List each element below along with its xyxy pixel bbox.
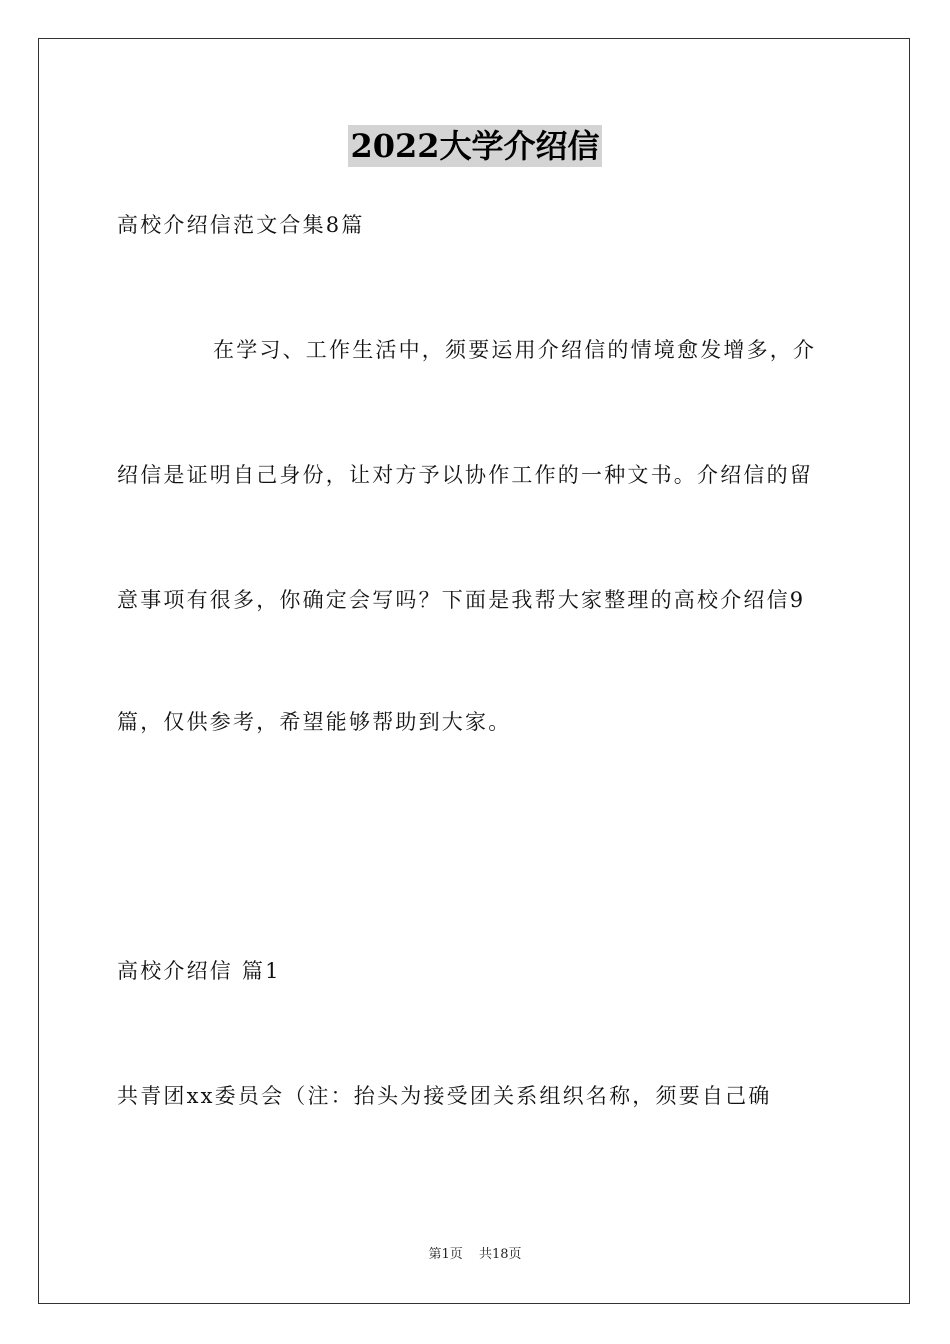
page-number: 第1页: [428, 1247, 463, 1262]
paragraph-line-4: 篇，仅供参考，希望能够帮助到大家。: [117, 710, 512, 734]
paragraph-line-1: 在学习、工作生活中，须要运用介绍信的情境愈发增多，介: [213, 338, 817, 362]
paragraph-line-3: 意事项有很多，你确定会写吗？下面是我帮大家整理的高校介绍信9: [117, 588, 806, 612]
page-total: 共18页: [478, 1247, 522, 1262]
body-line: 共青团xx委员会（注：抬头为接受团关系组织名称，须要自己确: [117, 1084, 772, 1108]
page-footer: [0, 1246, 950, 1264]
title-container: [0, 125, 950, 167]
paragraph-line-2: 绍信是证明自己身份，让对方予以协作工作的一种文书。介绍信的留: [117, 463, 813, 487]
section-heading: 高校介绍信 篇1: [117, 959, 281, 983]
document-title: 2022大学介绍信: [350, 127, 600, 165]
document-subtitle: 高校介绍信范文合集8篇: [117, 213, 365, 237]
